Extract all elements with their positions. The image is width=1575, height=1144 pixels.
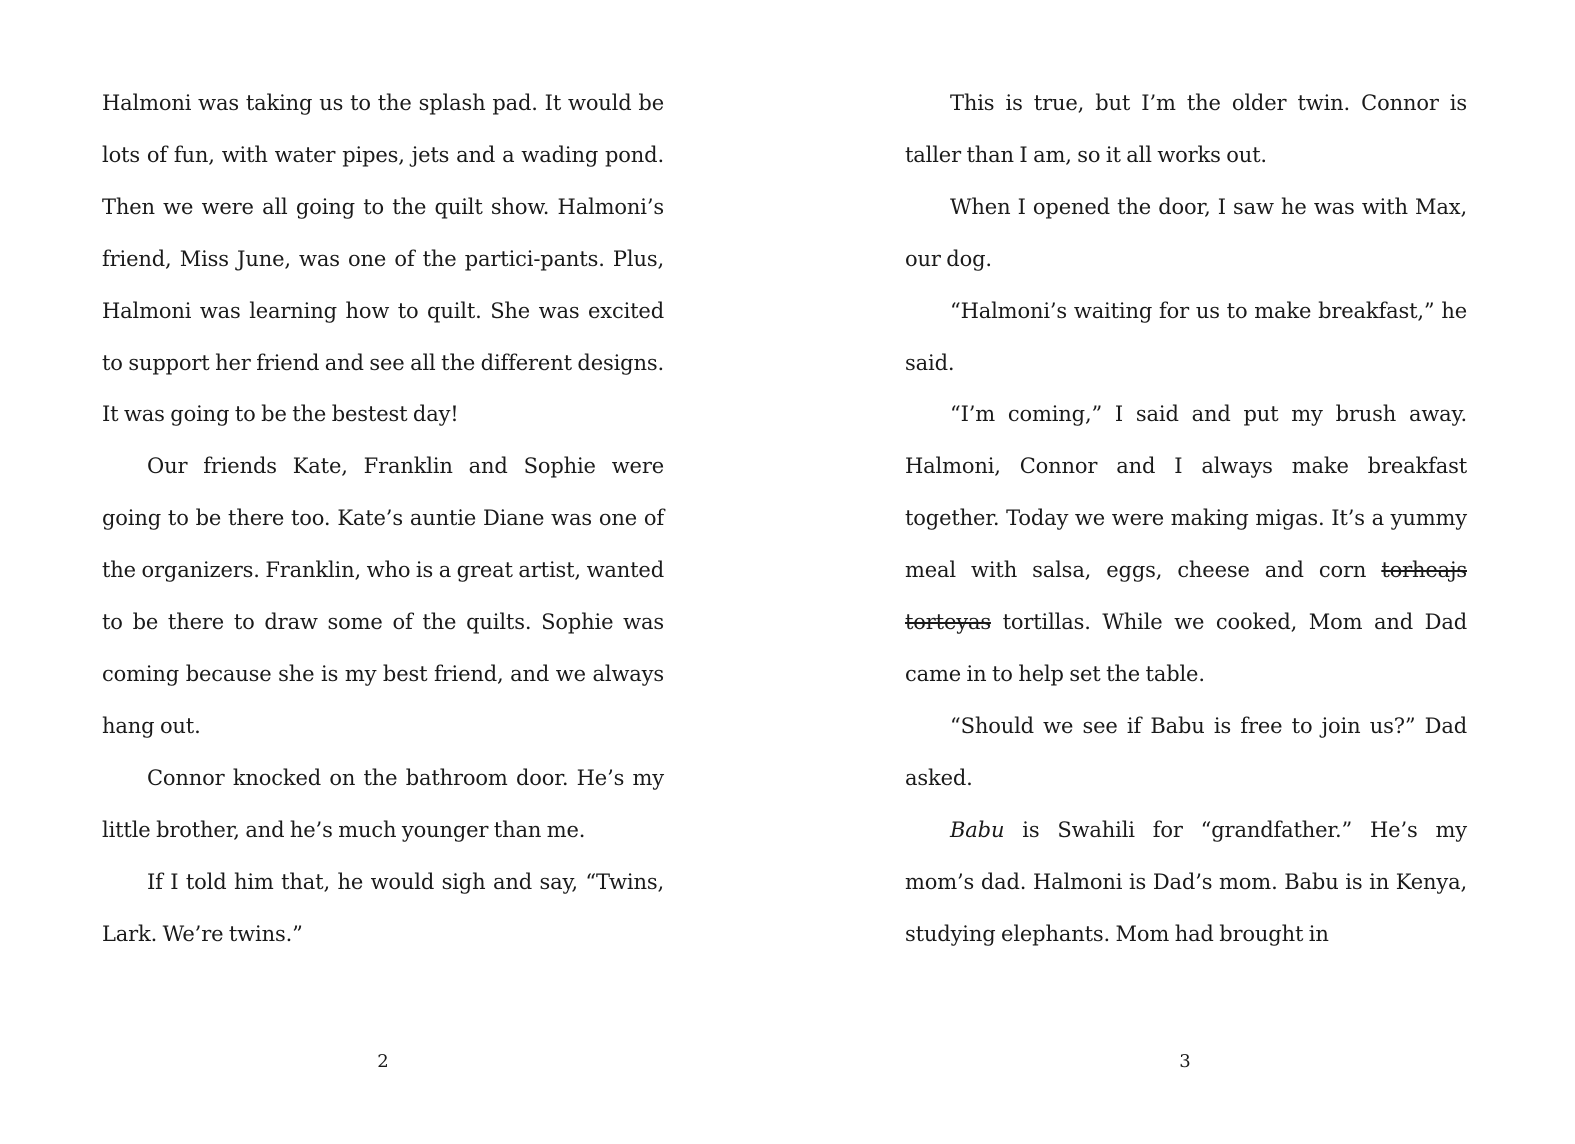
paragraph: Halmoni was taking us to the splash pad. It would be lots of fun, with water pipes, jets and a wading pond. Then we were all going to the quilt show. Halmoni’s friend, Miss June, was one of the partici-pants. Plus, Halmoni was learning how to quilt. She was excited to support her friend and see all the different designs. It was going to be the bestest day! (102, 91, 664, 427)
paragraph: Our friends Kate, Franklin and Sophie were going to be there too. Kate’s auntie Diane was one of the organizers. Franklin, who is a great artist, wanted to be there to draw some of the quilts. Sophie was coming because she is my best friend, and we always hang out. (102, 454, 664, 738)
paragraph: If I told him that, he would sigh and say, “Twins, Lark. We’re twins.” (102, 869, 664, 946)
paragraph: “Halmoni’s waiting for us to make breakfast,” he said. (905, 298, 1467, 375)
paragraph-text: is Swahili for “grandfather.” He’s my mom’s dad. Halmoni is Dad’s mom. Babu is in Kenya, studying elephants. Mom had brought in (905, 817, 1467, 946)
italic-word: Babu (950, 817, 1005, 842)
left-page (102, 78, 664, 960)
strikethrough-word: torheajs (1381, 558, 1467, 583)
paragraph (905, 805, 1467, 961)
page-number-left: 2 (377, 1051, 389, 1072)
paragraph: When I opened the door, I saw he was with Max, our dog. (905, 194, 1467, 271)
paragraph: “Should we see if Babu is free to join us?” Dad asked. (905, 713, 1467, 790)
paragraph-text: “I’m coming,” I said and put my brush away. Halmoni, Connor and I always make breakfast together. Today we were making migas. It’s a yummy meal with salsa, eggs, cheese and corn (905, 402, 1467, 583)
paragraph: This is true, but I’m the older twin. Connor is taller than I am, so it all works out. (905, 91, 1467, 167)
strikethrough-word: torteyas (905, 610, 991, 635)
right-page (905, 78, 1467, 960)
page-number-right: 3 (1179, 1051, 1191, 1072)
paragraph: Connor knocked on the bathroom door. He’s my little brother, and he’s much younger than me. (102, 765, 664, 842)
paragraph-text: tortillas. While we cooked, Mom and Dad came in to help set the table. (905, 610, 1468, 686)
paragraph (905, 389, 1467, 700)
